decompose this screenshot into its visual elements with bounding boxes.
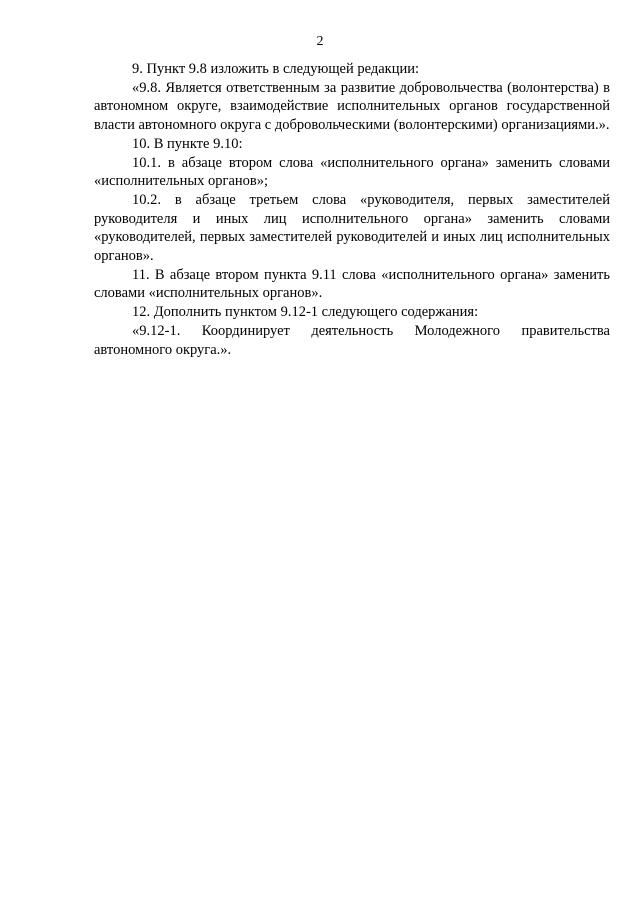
paragraph-quote-9-12-1: «9.12-1. Координирует деятельность Молодежного правительства автономного округа.». [94, 322, 610, 358]
paragraph-item-12: 12. Дополнить пунктом 9.12-1 следующего содержания: [132, 304, 479, 321]
paragraph-item-10: 10. В пункте 9.10: [132, 135, 243, 152]
document-body [94, 60, 610, 359]
paragraph-item-10-1: 10.1. в абзаце втором слова «исполнительного органа» заменить словами «исполнительных органов»; [94, 154, 610, 190]
paragraph-item-9: 9. Пункт 9.8 изложить в следующей редакции: [132, 61, 420, 77]
paragraph-item-11: 11. В абзаце втором пункта 9.11 слова «исполнительного органа» заменить словами «исполнительных органов». [94, 266, 610, 302]
paragraph-quote-9-8: «9.8. Является ответственным за развитие добровольчества (волонтерства) в автономном округе, взаимодействие исполнительных органов государственной власти автономного округа с добровольческими (волонтерскими) организациями.». [94, 79, 610, 134]
page-number: 2 [316, 34, 324, 49]
paragraph-item-10-2: 10.2. в абзаце третьем слова «руководителя, первых заместителей руководителя и иных лиц исполнительного органа» заменить словами «руководителей, первых заместителей руководителей и иных лиц исполнительных органов». [94, 191, 610, 265]
